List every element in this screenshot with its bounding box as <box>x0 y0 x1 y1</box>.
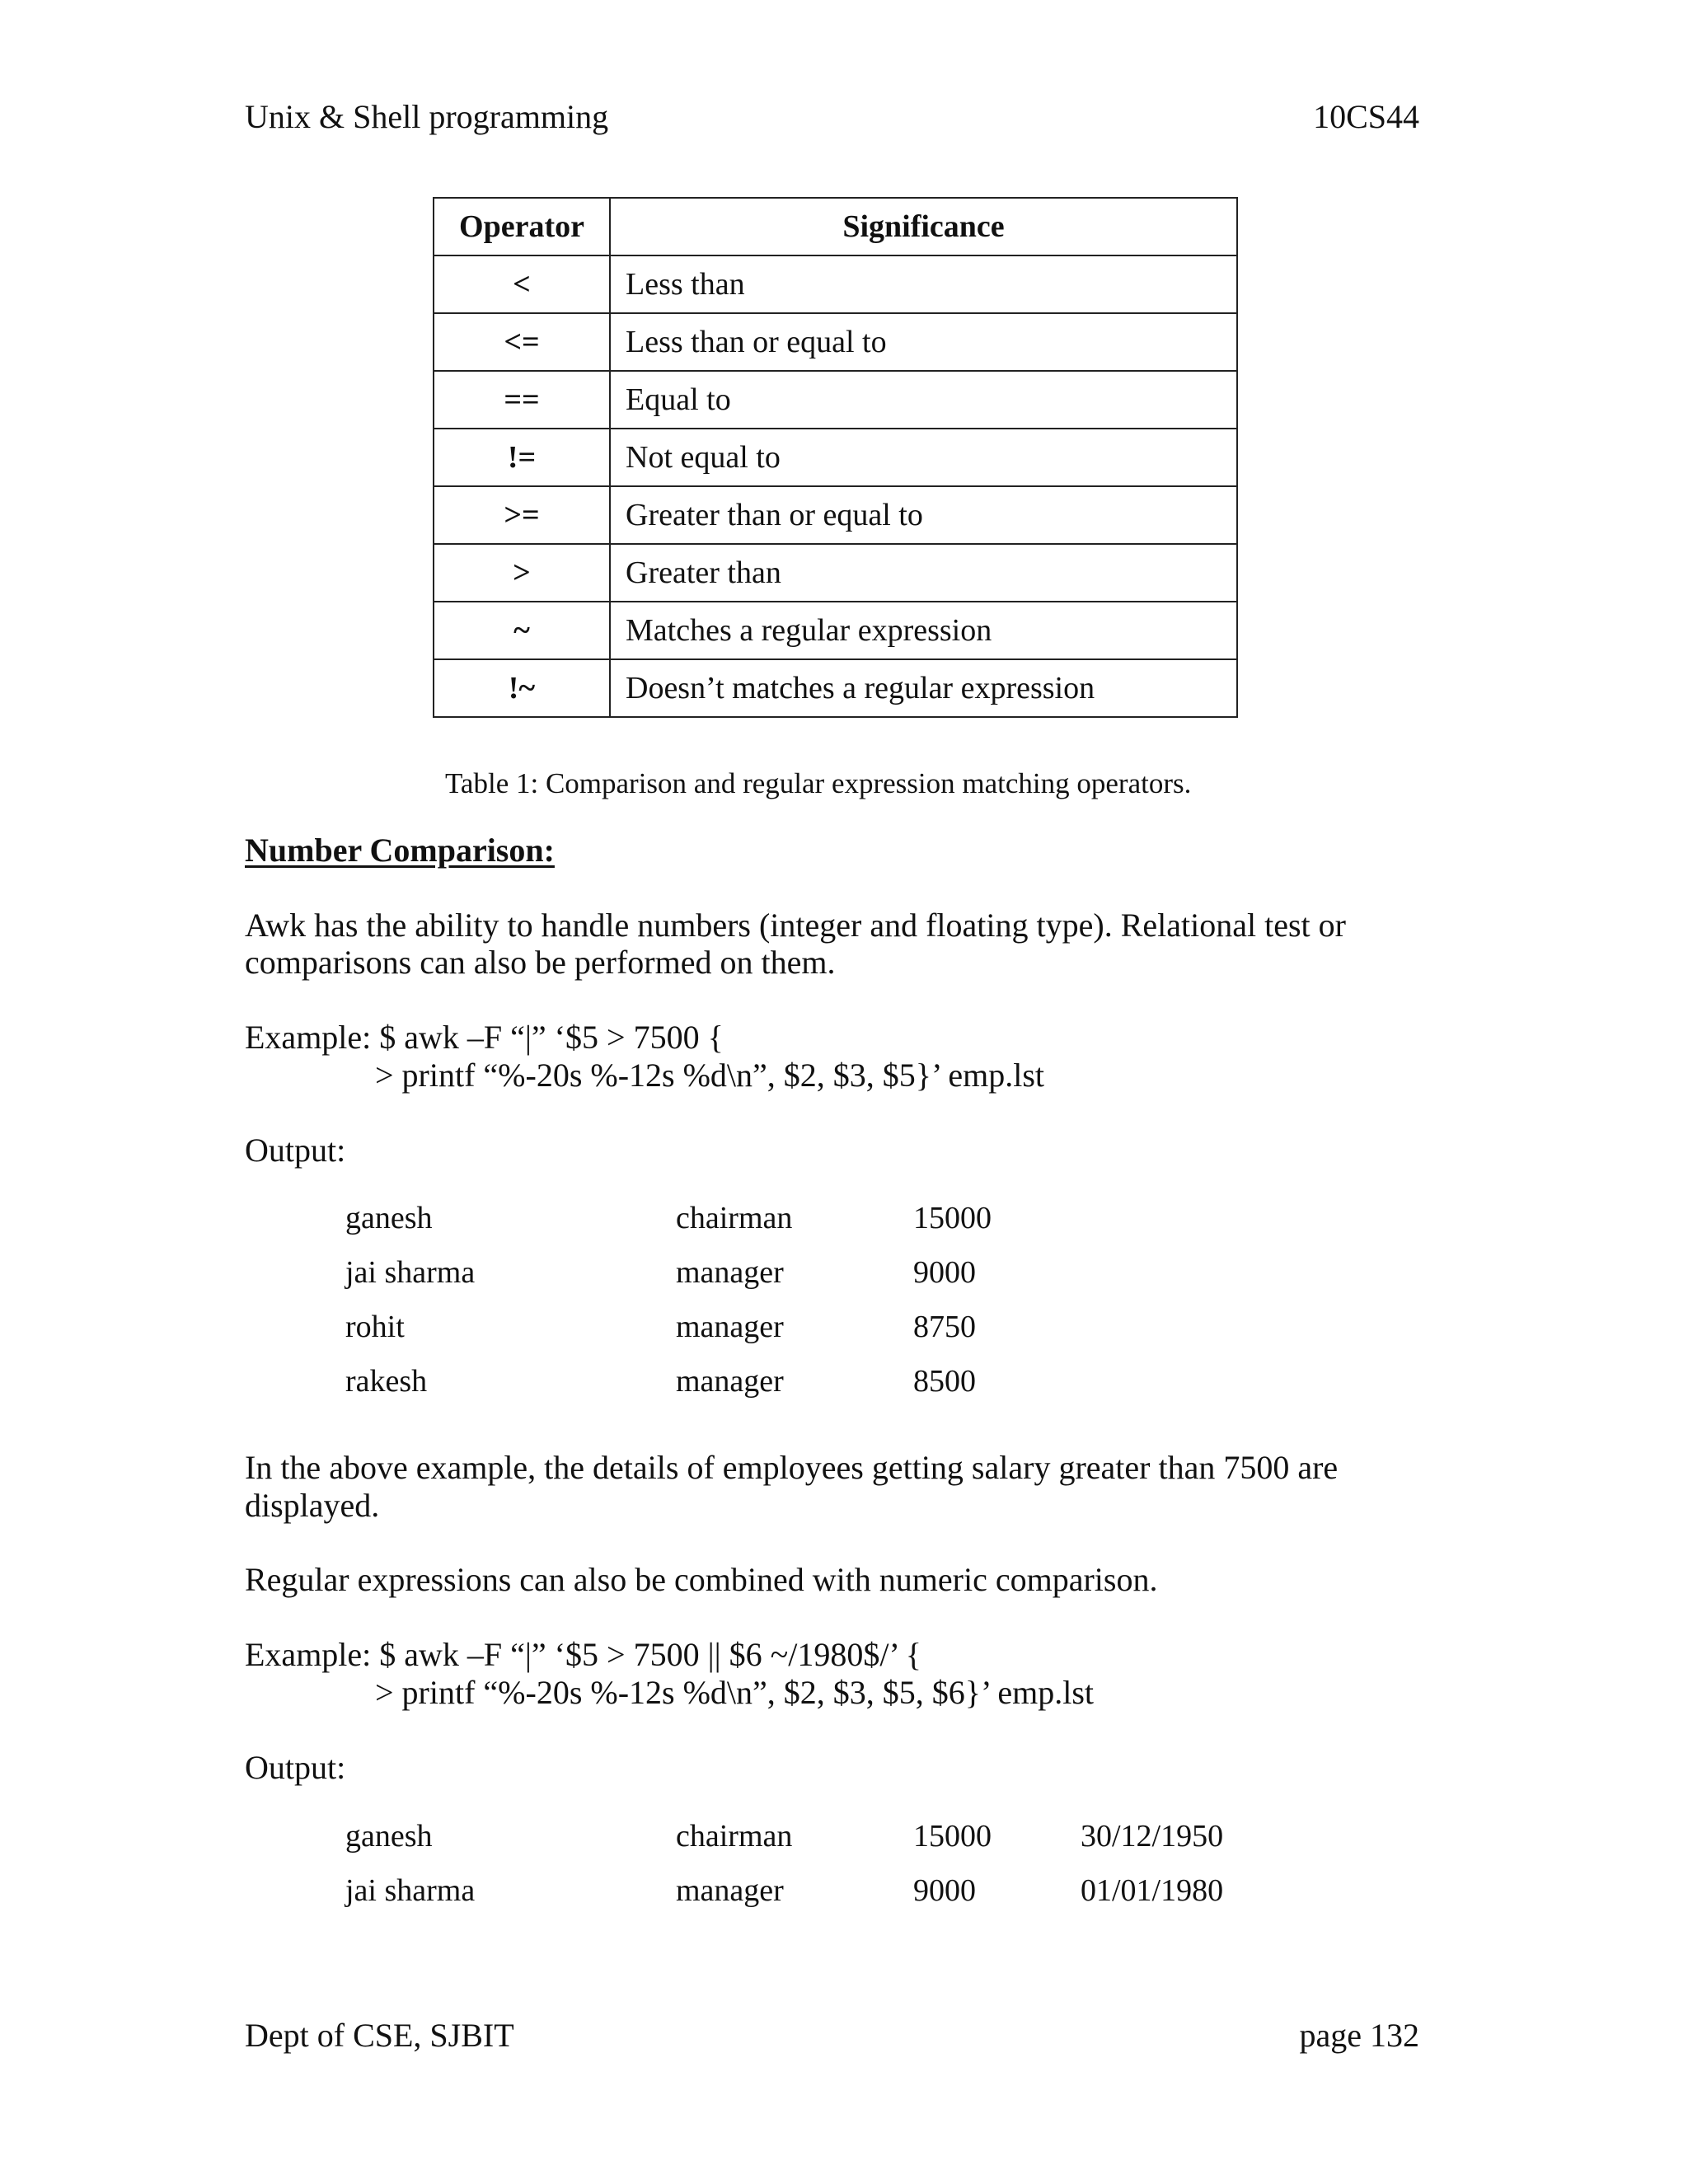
table-row <box>434 659 1237 717</box>
explain-line-1: In the above example, the details of employees getting salary greater than 7500 are <box>245 1449 1339 1486</box>
significance-cell: Greater than <box>610 544 1237 602</box>
date-cell: 30/12/1950 <box>1081 1819 1224 1854</box>
operator-cell: < <box>434 255 610 313</box>
operator-cell: ~ <box>434 602 610 659</box>
operator-cell: <= <box>434 313 610 371</box>
table-caption: Table 1: Comparison and regular expression matching operators. <box>445 767 1192 799</box>
name-cell: rohit <box>345 1310 405 1344</box>
significance-cell: Not equal to <box>610 429 1237 486</box>
significance-cell: Doesn’t matches a regular expression <box>610 659 1237 717</box>
footer-left: Dept of CSE, SJBIT <box>245 2017 514 2054</box>
significance-cell: Greater than or equal to <box>610 486 1237 544</box>
operator-cell: > <box>434 544 610 602</box>
column-header-significance: Significance <box>610 198 1237 255</box>
table-row <box>345 1300 1081 1354</box>
operator-cell: !~ <box>434 659 610 717</box>
output-table-2 <box>345 1809 1223 1918</box>
table-row <box>434 429 1237 486</box>
section-heading: Number Comparison: <box>245 832 555 869</box>
salary-cell: 9000 <box>913 1255 976 1290</box>
designation-cell: manager <box>676 1255 784 1290</box>
designation-cell: chairman <box>676 1819 793 1854</box>
header-left: Unix & Shell programming <box>245 98 609 135</box>
significance-cell: Equal to <box>610 371 1237 429</box>
example-2-line-2: > printf “%-20s %-12s %d\n”, $2, $3, $5, $6}’ emp.lst <box>375 1674 1094 1711</box>
header-right: 10CS44 <box>1313 98 1419 135</box>
table-row <box>345 1354 1081 1408</box>
table-row <box>434 371 1237 429</box>
operator-cell: == <box>434 371 610 429</box>
table-row <box>434 255 1237 313</box>
table-row <box>345 1245 1081 1300</box>
operator-cell: >= <box>434 486 610 544</box>
salary-cell: 9000 <box>913 1873 976 1908</box>
table-row <box>345 1863 1223 1918</box>
table-header-row <box>434 198 1237 255</box>
designation-cell: manager <box>676 1873 784 1908</box>
operator-cell: != <box>434 429 610 486</box>
salary-cell: 8750 <box>913 1310 976 1344</box>
output-table-1 <box>345 1191 1081 1408</box>
table-row <box>434 602 1237 659</box>
significance-cell: Matches a regular expression <box>610 602 1237 659</box>
example-1-line-2: > printf “%-20s %-12s %d\n”, $2, $3, $5}’ emp.lst <box>375 1057 1044 1094</box>
intro-line-2: comparisons can also be performed on them. <box>245 944 836 981</box>
name-cell: jai sharma <box>345 1255 476 1290</box>
table-row <box>434 313 1237 371</box>
output-label-2: Output: <box>245 1749 346 1786</box>
intro-line-1: Awk has the ability to handle numbers (integer and floating type). Relational test or <box>245 907 1346 944</box>
table-row <box>345 1191 1081 1245</box>
example-1-line-1: Example: $ awk –F “|” ‘$5 > 7500 { <box>245 1019 724 1056</box>
name-cell: ganesh <box>345 1819 433 1854</box>
designation-cell: chairman <box>676 1201 793 1235</box>
explain-line-2: displayed. <box>245 1487 380 1524</box>
salary-cell: 15000 <box>913 1201 992 1235</box>
salary-cell: 8500 <box>913 1364 976 1399</box>
regex-note: Regular expressions can also be combined with numeric comparison. <box>245 1561 1158 1598</box>
name-cell: ganesh <box>345 1201 433 1235</box>
name-cell: rakesh <box>345 1364 428 1399</box>
significance-cell: Less than <box>610 255 1237 313</box>
significance-cell: Less than or equal to <box>610 313 1237 371</box>
table-row <box>434 486 1237 544</box>
name-cell: jai sharma <box>345 1873 476 1908</box>
designation-cell: manager <box>676 1364 784 1399</box>
operator-table <box>433 197 1238 718</box>
output-label-1: Output: <box>245 1132 346 1169</box>
table-row <box>434 544 1237 602</box>
column-header-operator: Operator <box>434 198 610 255</box>
footer-right: page 132 <box>1299 2017 1419 2054</box>
table-row <box>345 1809 1223 1863</box>
designation-cell: manager <box>676 1310 784 1344</box>
example-2-line-1: Example: $ awk –F “|” ‘$5 > 7500 || $6 ~/1980$/’ { <box>245 1636 921 1673</box>
date-cell: 01/01/1980 <box>1081 1873 1224 1908</box>
salary-cell: 15000 <box>913 1819 992 1854</box>
